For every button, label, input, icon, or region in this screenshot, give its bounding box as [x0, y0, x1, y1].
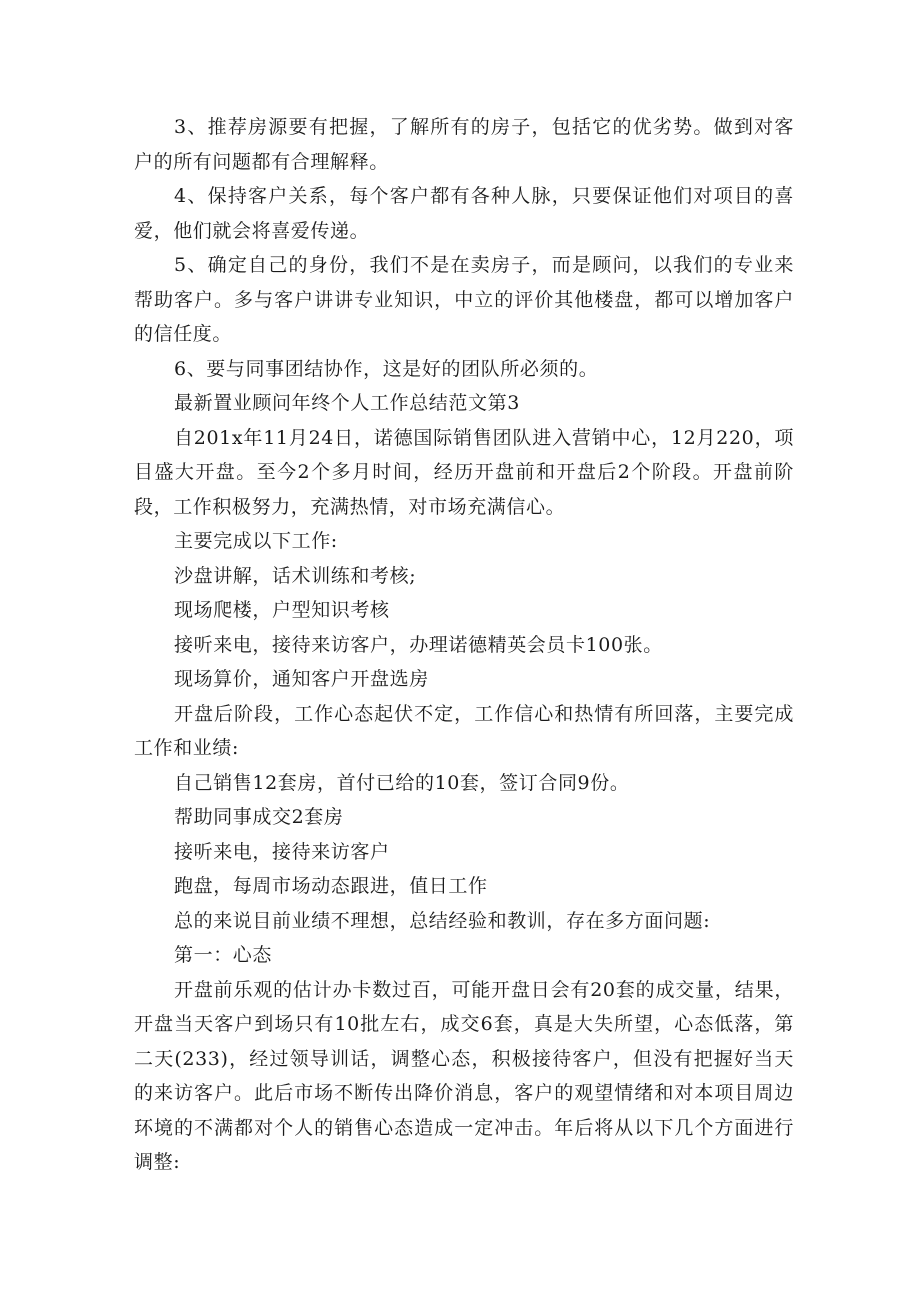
paragraph: 沙盘讲解，话术训练和考核;: [174, 564, 417, 587]
paragraph: 4、保持客户关系，每个客户都有各种人脉，只要保证他们对项目的喜爱，他们就会将喜爱传递。: [134, 185, 794, 242]
paragraph: 接听来电，接待来访客户: [174, 840, 390, 863]
paragraph: 3、推荐房源要有把握，了解所有的房子，包括它的优劣势。做到对客户的所有问题都有合理解释。: [134, 116, 794, 173]
paragraph: 现场算价，通知客户开盘选房: [174, 668, 429, 690]
paragraph: 主要完成以下工作:: [174, 530, 338, 552]
paragraph: 开盘后阶段，工作心态起伏不定，工作信心和热情有所回落，主要完成工作和业绩:: [134, 702, 794, 759]
paragraph: 最新置业顾问年终个人工作总结范文第3: [174, 392, 520, 414]
paragraph: 自己销售12套房，首付已给的10套，签订合同9份。: [174, 771, 630, 794]
paragraph: 自201x年11月24日，诺德国际销售团队进入营销中心，12月220，项目盛大开盘。至今2个多月时间，经历开盘前和开盘后2个阶段。开盘前阶段，工作积极努力，充满热情，对市场充满信心。: [134, 426, 794, 518]
paragraph: 6、要与同事团结协作，这是好的团队所必须的。: [174, 357, 599, 380]
paragraph: 接听来电，接待来访客户，办理诺德精英会员卡100张。: [174, 633, 663, 656]
paragraph: 跑盘，每周市场动态跟进，值日工作: [174, 875, 488, 897]
paragraph: 5、确定自己的身份，我们不是在卖房子，而是顾问，以我们的专业来帮助客户。多与客户讲讲专业知识，中立的评价其他楼盘，都可以增加客户的信任度。: [134, 254, 794, 345]
paragraph: 帮助同事成交2套房: [174, 806, 344, 828]
paragraph: 开盘前乐观的估计办卡数过百，可能开盘日会有20套的成交量，结果，开盘当天客户到场只有10批左右，成交6套，真是大失所望，心态低落，第二天(233)，经过领导训话，调整心态，积极接待客户，但没有把握好当天的来访客户。此后市场不断传出降价消息，客户的观望情绪和对本项目周边环境的不满都对个人的销售心态造成一定冲击。年后将从以下几个方面进行调整:: [134, 978, 794, 1173]
paragraph: 总的来说目前业绩不理想，总结经验和教训，存在多方面问题:: [174, 909, 711, 932]
paragraph: 第一：心态: [174, 944, 273, 966]
document-body: [134, 110, 794, 1180]
paragraph: 现场爬楼，户型知识考核: [174, 599, 390, 621]
